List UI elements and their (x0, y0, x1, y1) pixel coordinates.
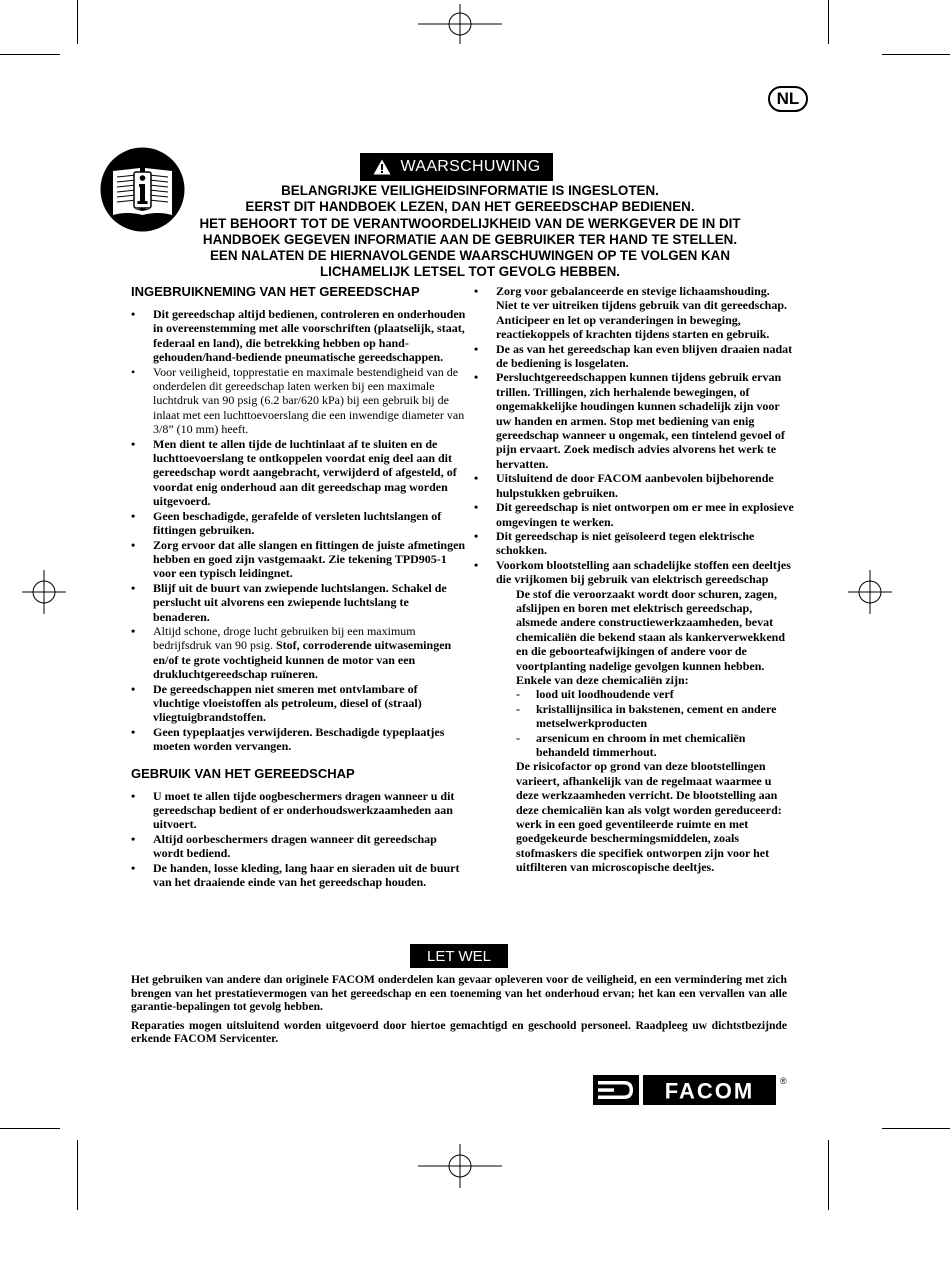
list-item: • Dit gereedschap is niet ontworpen om er mee in explosieve omgevingen te werken. (474, 500, 794, 529)
note-paragraph: Reparaties mogen uitsluitend worden uitgevoerd door hiertoe gemachtigd en geschoold personeel. Raadpleeg uw dichtstbezijnde erkende FACOM Servicenter. (131, 1018, 787, 1046)
crop-mark (828, 1140, 829, 1210)
safety-list (131, 307, 466, 754)
crop-mark (0, 1128, 60, 1129)
list-item: - lood uit loodhoudende verf (516, 687, 794, 701)
warning-banner (360, 153, 553, 181)
facom-logo (593, 1075, 793, 1107)
registration-mark-icon (418, 1144, 502, 1188)
list-item: • De gereedschappen niet smeren met ontvlambare of vluchtige vloeistoffen als petroleum, diesel of (straal) vliegtuigbrandstoffen. (131, 682, 466, 725)
list-item-text: Stof, corroderende uitwasemingen en/of te grote vochtigheid kunnen de motor van een drukluchtgereedschap ruïneren. (153, 638, 452, 682)
right-column (474, 284, 794, 875)
chemicals-list (474, 687, 794, 759)
crop-mark (882, 1128, 950, 1129)
note-banner: LET WEL (410, 944, 508, 968)
list-item-text: Altijd schone, droge lucht gebruiken bij een maximum bedrijfsdruk van 90 psig. (153, 623, 416, 653)
list-item: • Uitsluitend de door FACOM aanbevolen bijbehorende hulpstukken gebruiken. (474, 471, 794, 500)
registered-mark: ® (780, 1076, 787, 1086)
section-title: INGEBRUIKNEMING VAN HET GEREEDSCHAP (131, 284, 420, 299)
list-item: • Persluchtgereedschappen kunnen tijdens gebruik ervan trillen. Trillingen, zich herhalende bewegingen, of ongemakkelijke houdingen kunnen schadelijk zijn voor uw handen en armen. Stop met bediening van enig gereedschap wanneer u ongemak, een tintelend gevoel of pijn ervaart. Zoek medisch advies alvorens het werk te hervatten. (474, 370, 794, 471)
warning-label: WAARSCHUWING (400, 158, 541, 175)
warning-line: HET BEHOORT TOT DE VERANTWOORDELIJKHEID VAN DE WERKGEVER DE IN DIT (199, 215, 741, 231)
list-item: • Dit gereedschap altijd bedienen, controleren en onderhouden in overeenstemming met alle voorschriften (plaatselijk, staat, federaal en land), die betrekking hebben op hand-gehouden/hand-bediende pneumatische gereedschappen. (131, 307, 466, 365)
list-item: • De as van het gereedschap kan even blijven draaien nadat de bediening is losgelaten. (474, 342, 794, 371)
crop-mark (828, 0, 829, 44)
list-item: • Voorkom blootstelling aan schadelijke stoffen een deeltjes die vrijkomen bij gebruik van elektrisch gereedschap (474, 558, 794, 587)
list-item: • Voor veiligheid, topprestatie en maximale bestendigheid van de onderdelen dit gereedschap laten werken bij een maximale luchtdruk van 90 psig (6.2 bar/620 kPa) bij een gebruik bij de inlaat met een luchttoevoerslang die een inwendige diameter van 3/8” (10 mm) heeft. (131, 365, 466, 437)
registration-mark-icon (418, 4, 502, 44)
language-badge: NL (768, 86, 808, 112)
logo-text: FACOM (664, 1078, 755, 1104)
warning-line: HANDBOEK GEGEVEN INFORMATIE AAN DE GEBRUIKER TER HAND TE STELLEN. (202, 231, 738, 247)
list-item: • Men dient te allen tijde de luchtinlaat af te sluiten en de luchttoevoerslang te ontkoppelen voordat enig deel aan dit gereedschap wordt aangebracht, verwijderd of afgesteld, of voordat enig onderhoud aan dit gereedschap mag worden uitgevoerd. (131, 437, 466, 509)
list-item: • De handen, losse kleding, lang haar en sieraden uit de buurt van het draaiende einde van het gereedschap houden. (131, 861, 466, 890)
list-item: • Altijd oorbeschermers dragen wanneer dit gereedschap wordt bediend. (131, 832, 466, 861)
note-paragraph: Het gebruiken van andere dan originele FACOM onderdelen kan gevaar opleveren voor de veiligheid, en een vermindering met zich brengen van het prestatievermogen van het gereedschap en een toeneming van het onderhoud ervan; het kan een vervallen van alle garantie-bepalingen tot gevolg hebben. (131, 973, 787, 1014)
list-item: • Zorg voor gebalanceerde en stevige lichaamshouding. Niet te ver uitreiken tijdens gebruik van dit gereedschap. Anticipeer en let op veranderingen in beweging, reactiekoppels of krachten tijdens starten en gebruik. (474, 284, 794, 342)
crop-mark (77, 0, 78, 44)
dust-outro: De risicofactor op grond van deze blootstellingen varieert, afhankelijk van de regelmaat waarmee u deze werkzaamheden verricht. De blootstelling aan deze chemicaliën kan als volgt worden gereduceerd: werk in een goed geventileerde ruimte en met goedgekeurde beschermingsmiddelen, zoals stofmaskers die specifiek ontworpen zijn voor het uitfilteren van microscopische deeltjes. (516, 759, 782, 875)
list-item: • Geen beschadigde, gerafelde of versleten luchtslangen of fittingen gebruiken. (131, 509, 466, 538)
warning-line: BELANGRIJKE VEILIGHEIDSINFORMATIE IS INGESLOTEN. (281, 183, 659, 198)
list-item: • U moet te allen tijde oogbeschermers dragen wanneer u dit gereedschap bedient of er onderhoudswerkzaamheden aan uitvoert. (131, 789, 466, 832)
warning-line: EEN NALATEN DE HIERNAVOLGENDE WAARSCHUWINGEN OP TE VOLGEN KAN (209, 248, 731, 264)
list-item: • Geen typeplaatjes verwijderen. Beschadigde typeplaatjes moeten worden vervangen. (131, 725, 466, 754)
registration-mark-icon (22, 570, 66, 614)
list-item: - kristallijnsilica in bakstenen, cement en andere metselwerkproducten (516, 702, 794, 731)
section-title: GEBRUIK VAN HET GEREEDSCHAP (131, 765, 355, 781)
list-item: • Dit gereedschap is niet geïsoleerd tegen elektrische schokken. (474, 529, 794, 558)
left-column (131, 284, 466, 889)
warning-line: EERST DIT HANDBOEK LEZEN, DAN HET GEREEDSCHAP BEDIENEN. (245, 199, 695, 215)
dust-intro: De stof die veroorzaakt wordt door schuren, zagen, afslijpen en boren met elektrisch gereedschap, alsmede andere constructiewerkzaamheden, bevat chemicaliën die bekend staan als kankerverwekkend en die geboorteafwijkingen of andere voor de voortplanting nadelige gevolgen kunnen hebben. Enkele van deze chemicaliën zijn: (516, 586, 786, 687)
usage-list (131, 789, 466, 890)
warning-triangle-icon (373, 159, 391, 175)
usage-list (474, 284, 794, 587)
crop-mark (77, 1140, 78, 1210)
note-text (131, 973, 787, 1051)
warning-line: LICHAMELIJK LETSEL TOT GEVOLG HEBBEN. (319, 264, 621, 280)
registration-mark-icon (848, 570, 892, 614)
warning-intro (150, 183, 790, 281)
list-item (131, 624, 466, 682)
crop-mark (0, 54, 60, 55)
list-item: - arsenicum en chroom in met chemicaliën behandeld timmerhout. (516, 731, 794, 760)
list-item: • Zorg ervoor dat alle slangen en fittingen de juiste afmetingen hebben en goed zijn vastgemaakt. Zie tekening TPD905-1 voor een typisch leidingnet. (131, 538, 466, 581)
crop-mark (882, 54, 950, 55)
list-item: • Blijf uit de buurt van zwiepende luchtslangen. Schakel de perslucht uit alvorens een zwiepende luchtslang te benaderen. (131, 581, 466, 624)
